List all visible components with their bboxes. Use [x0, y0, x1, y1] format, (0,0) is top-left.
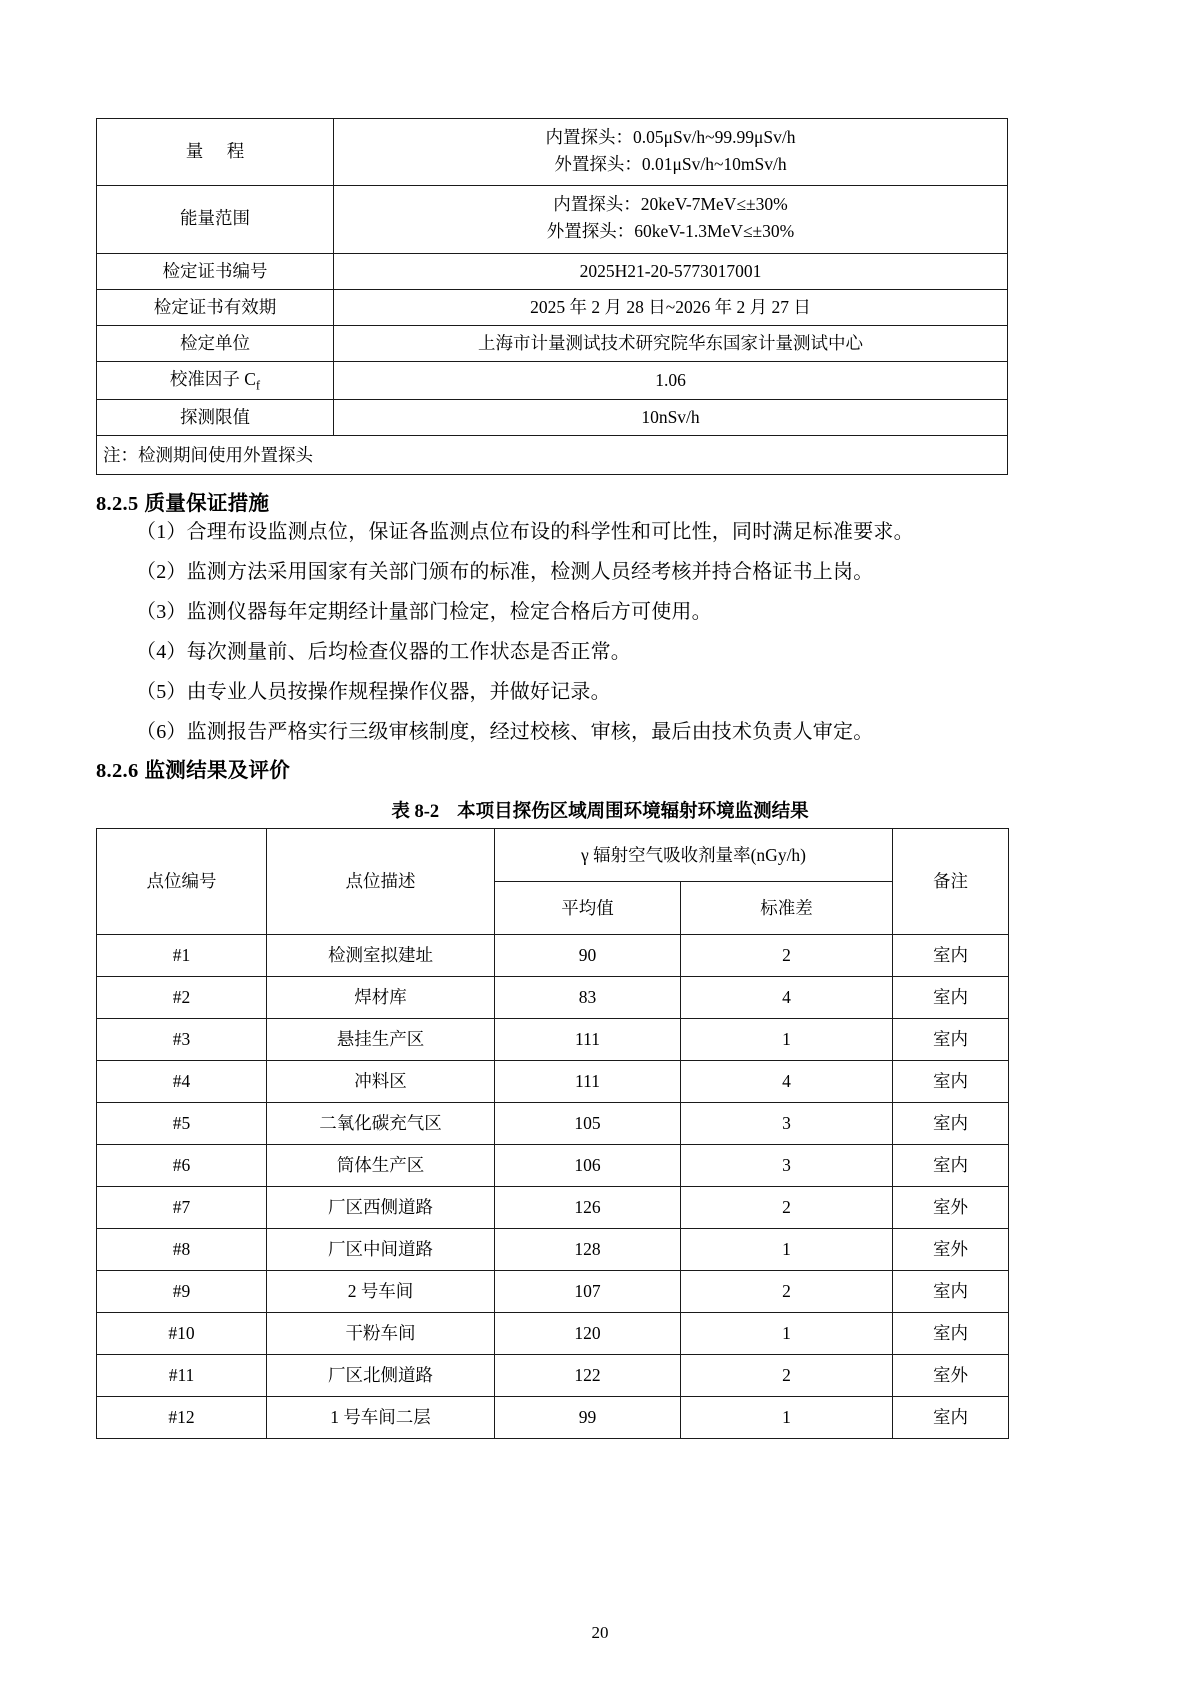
section-heading-826	[96, 753, 1104, 783]
cell-point-desc: 筒体生产区	[267, 1144, 495, 1186]
cell-mean: 90	[495, 934, 681, 976]
cell-point-desc: 厂区中间道路	[267, 1228, 495, 1270]
cell-mean: 120	[495, 1312, 681, 1354]
column-header-point-desc: 点位描述	[267, 828, 495, 934]
cell-remark: 室内	[893, 934, 1009, 976]
cell-remark: 室外	[893, 1228, 1009, 1270]
column-header-stdev: 标准差	[681, 881, 893, 934]
cell-point-id: #1	[97, 934, 267, 976]
section-heading-825	[96, 486, 1104, 516]
cell-mean: 126	[495, 1186, 681, 1228]
section-number-826: 8.2.6	[96, 759, 139, 782]
spec-value-cert-number: 2025H21-20-5773017001	[334, 253, 1008, 289]
table-row	[97, 1144, 1009, 1186]
spec-label-cert-org: 检定单位	[97, 325, 334, 361]
spec-label-calibration-factor: 校准因子 $C_f$	[97, 361, 334, 399]
table-row	[97, 1060, 1009, 1102]
cell-stdev: 2	[681, 1354, 893, 1396]
table-caption-text: 本项目探伤区域周围环境辐射环境监测结果	[457, 799, 809, 821]
cell-stdev: 4	[681, 1060, 893, 1102]
table-row	[97, 119, 1008, 186]
spec-value-cert-org: 上海市计量测试技术研究院华东国家计量测试中心	[334, 325, 1008, 361]
table-row	[97, 1312, 1009, 1354]
list-item: （5）由专业人员按操作规程操作仪器，并做好记录。	[136, 680, 611, 703]
result-table-body	[97, 828, 1009, 1438]
cell-mean: 105	[495, 1102, 681, 1144]
list-item: （6）监测报告严格实行三级审核制度，经过校核、审核，最后由技术负责人审定。	[136, 720, 874, 743]
cell-remark: 室外	[893, 1186, 1009, 1228]
cell-stdev: 3	[681, 1102, 893, 1144]
table-row	[97, 1018, 1009, 1060]
cell-stdev: 1	[681, 1396, 893, 1438]
cell-stdev: 1	[681, 1228, 893, 1270]
table-row	[97, 1186, 1009, 1228]
cell-point-desc: 1 号车间二层	[267, 1396, 495, 1438]
table-row	[97, 1354, 1009, 1396]
spec-label-detection-limit: 探测限值	[97, 399, 334, 435]
cell-mean: 122	[495, 1354, 681, 1396]
cell-mean: 106	[495, 1144, 681, 1186]
list-item: （2）监测方法采用国家有关部门颁布的标准，检测人员经考核并持合格证书上岗。	[136, 560, 874, 583]
cell-stdev: 2	[681, 1270, 893, 1312]
cell-remark: 室内	[893, 1018, 1009, 1060]
table-row	[97, 934, 1009, 976]
table-row	[97, 289, 1008, 325]
cell-point-id: #4	[97, 1060, 267, 1102]
cell-point-id: #12	[97, 1396, 267, 1438]
cell-remark: 室内	[893, 976, 1009, 1018]
spec-value-cert-validity: 2025 年 2 月 28 日~2026 年 2 月 27 日	[334, 289, 1008, 325]
quality-assurance-list	[96, 522, 1104, 742]
column-header-mean: 平均值	[495, 881, 681, 934]
section-title-826: 监测结果及评价	[144, 758, 291, 782]
cell-point-id: #7	[97, 1186, 267, 1228]
calibration-factor-subscript: f	[255, 378, 261, 392]
spec-label-range-text: 量 程	[185, 140, 254, 161]
spec-table-body	[97, 119, 1008, 475]
cell-point-desc: 干粉车间	[267, 1312, 495, 1354]
cell-mean: 83	[495, 976, 681, 1018]
cell-stdev: 2	[681, 1186, 893, 1228]
table-row	[97, 1228, 1009, 1270]
cell-point-id: #11	[97, 1354, 267, 1396]
section-title-825: 质量保证措施	[144, 491, 270, 515]
cell-point-desc: 2 号车间	[267, 1270, 495, 1312]
cell-stdev: 3	[681, 1144, 893, 1186]
cell-point-desc: 悬挂生产区	[267, 1018, 495, 1060]
cell-point-desc: 焊材库	[267, 976, 495, 1018]
table-row	[97, 1102, 1009, 1144]
spec-table-note: 注：检测期间使用外置探头	[97, 435, 1008, 474]
column-header-remark: 备注	[893, 828, 1009, 934]
cell-remark: 室内	[893, 1060, 1009, 1102]
table-caption-number: 表 8-2	[391, 801, 440, 822]
cell-point-id: #9	[97, 1270, 267, 1312]
spec-value-energy-line1: 内置探头：20keV-7MeV≤±30%	[553, 194, 788, 215]
page-number: 20	[591, 1623, 609, 1642]
cell-point-id: #10	[97, 1312, 267, 1354]
cell-point-id: #3	[97, 1018, 267, 1060]
spec-value-energy	[334, 186, 1008, 253]
spec-label-energy: 能量范围	[97, 186, 334, 253]
table-row	[97, 361, 1008, 399]
table-header-row	[97, 828, 1009, 881]
cell-remark: 室内	[893, 1312, 1009, 1354]
cell-stdev: 2	[681, 934, 893, 976]
spec-value-range	[334, 119, 1008, 186]
cell-point-desc: 厂区北侧道路	[267, 1354, 495, 1396]
monitoring-results-table	[96, 828, 1009, 1439]
cell-point-id: #8	[97, 1228, 267, 1270]
spec-label-cert-validity: 检定证书有效期	[97, 289, 334, 325]
cell-mean: 111	[495, 1060, 681, 1102]
cell-point-id: #6	[97, 1144, 267, 1186]
cell-point-desc: 检测室拟建址	[267, 934, 495, 976]
cell-point-id: #5	[97, 1102, 267, 1144]
cell-remark: 室内	[893, 1270, 1009, 1312]
cell-mean: 111	[495, 1018, 681, 1060]
cell-remark: 室内	[893, 1102, 1009, 1144]
instrument-spec-table	[96, 118, 1008, 475]
table-row	[97, 976, 1009, 1018]
cell-point-desc: 厂区西侧道路	[267, 1186, 495, 1228]
spec-value-detection-limit: 10nSv/h	[334, 399, 1008, 435]
cell-remark: 室外	[893, 1354, 1009, 1396]
cell-mean: 107	[495, 1270, 681, 1312]
table-row	[97, 186, 1008, 253]
section-number-825: 8.2.5	[96, 492, 139, 515]
table-row	[97, 325, 1008, 361]
table-row	[97, 1396, 1009, 1438]
table-row	[97, 1270, 1009, 1312]
cell-stdev: 1	[681, 1312, 893, 1354]
column-header-dose-rate-group: γ 辐射空气吸收剂量率(nGy/h)	[495, 828, 893, 881]
cell-mean: 99	[495, 1396, 681, 1438]
cell-point-desc: 冲料区	[267, 1060, 495, 1102]
table-caption-8-2	[96, 797, 1104, 823]
cell-point-desc: 二氧化碳充气区	[267, 1102, 495, 1144]
table-row	[97, 435, 1008, 474]
spec-label-range	[97, 119, 334, 186]
cell-stdev: 1	[681, 1018, 893, 1060]
list-item: （4）每次测量前、后均检查仪器的工作状态是否正常。	[136, 640, 631, 663]
table-row	[97, 253, 1008, 289]
cell-mean: 128	[495, 1228, 681, 1270]
cell-remark: 室内	[893, 1396, 1009, 1438]
list-item: （1）合理布设监测点位，保证各监测点位布设的科学性和可比性，同时满足标准要求。	[136, 520, 914, 543]
table-row	[97, 399, 1008, 435]
spec-value-energy-line2: 外置探头：60keV-1.3MeV≤±30%	[546, 221, 795, 242]
cell-stdev: 4	[681, 976, 893, 1018]
column-header-point-id: 点位编号	[97, 828, 267, 934]
cell-remark: 室内	[893, 1144, 1009, 1186]
spec-value-calibration-factor: 1.06	[334, 361, 1008, 399]
spec-value-range-line2: 外置探头：0.01μSv/h~10mSv/h	[554, 154, 787, 175]
spec-label-cert-number: 检定证书编号	[97, 253, 334, 289]
list-item: （3）监测仪器每年定期经计量部门检定，检定合格后方可使用。	[136, 600, 712, 623]
spec-value-range-line1: 内置探头：0.05μSv/h~99.99μSv/h	[545, 127, 796, 147]
cell-point-id: #2	[97, 976, 267, 1018]
